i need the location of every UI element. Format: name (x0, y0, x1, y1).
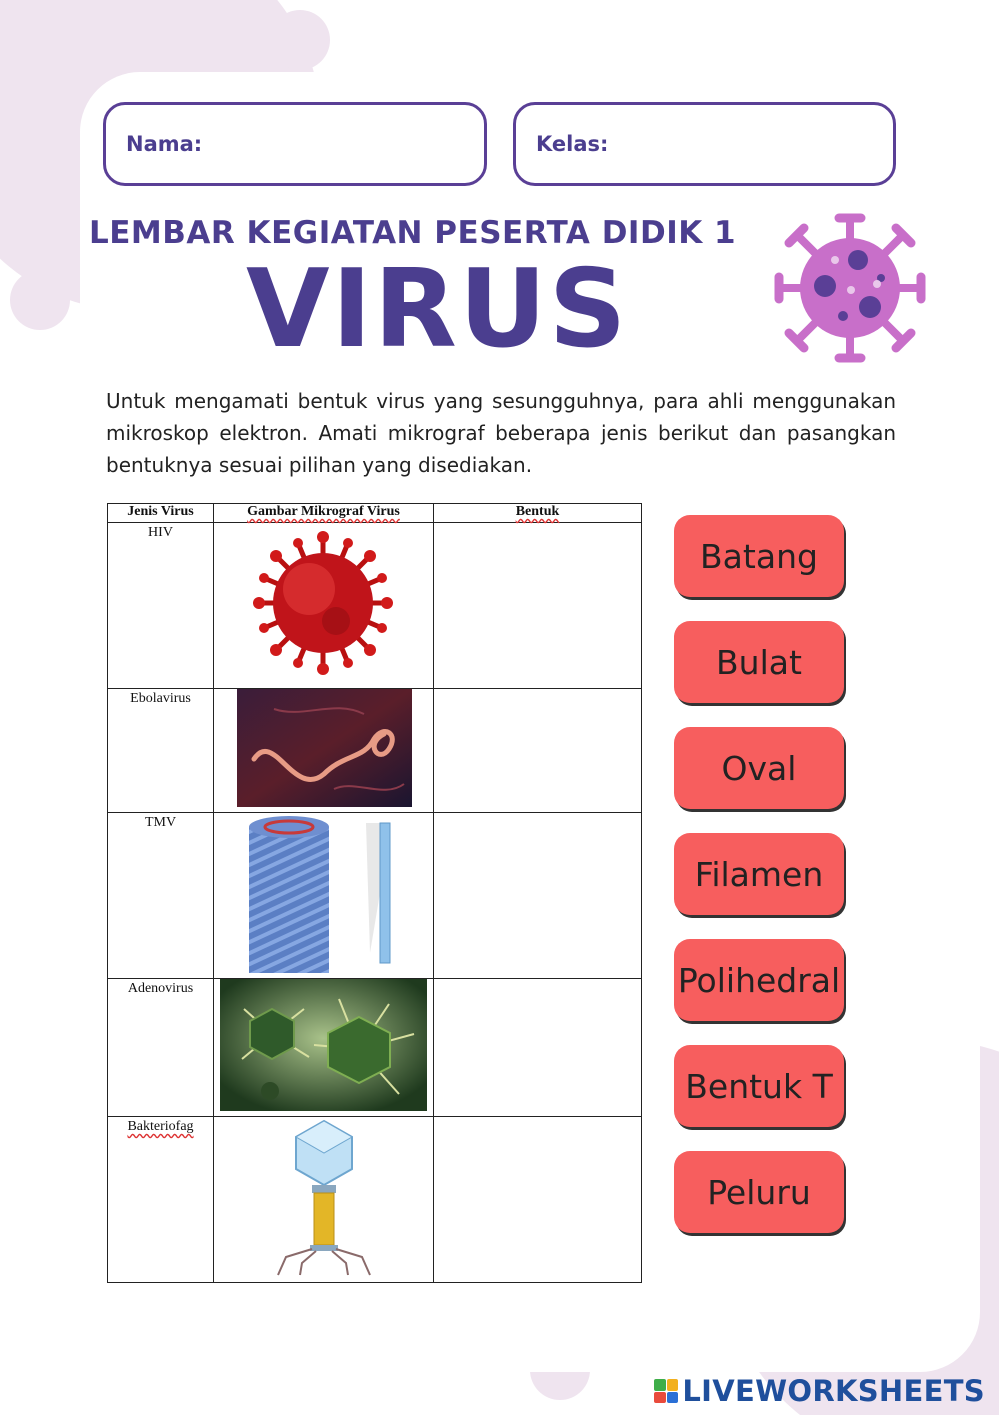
virus-name: TMV (144, 815, 177, 830)
shape-answer-cell[interactable] (434, 979, 642, 1117)
name-input[interactable] (212, 123, 466, 165)
shape-answer-cell[interactable] (434, 1117, 642, 1283)
instructions-text: Untuk mengamati bentuk virus yang sesungguhnya, para ahli menggunakan mikroskop elektron. Amati mikrograf beberapa jenis berikut dan pasangkan bentuknya sesuai pilihan yang disediakan. (106, 389, 896, 477)
option-filamen[interactable]: Filamen (674, 833, 844, 915)
table-row (108, 689, 642, 813)
shape-answer-cell[interactable] (434, 813, 642, 979)
header-shape-label: Bentuk (515, 504, 560, 519)
micrograph-cell (214, 523, 434, 689)
drop-zone[interactable] (438, 527, 637, 684)
drop-zone[interactable] (438, 817, 637, 974)
micrograph-cell (214, 689, 434, 813)
option-peluru[interactable]: Peluru (674, 1151, 844, 1233)
virus-name: Ebolavirus (130, 691, 191, 706)
virus-name-cell (108, 523, 214, 689)
liveworksheets-brand[interactable] (654, 1374, 985, 1408)
shape-answer-cell[interactable] (434, 689, 642, 813)
virus-name-cell (108, 1117, 214, 1283)
drop-zone[interactable] (438, 693, 637, 808)
virus-name-cell (108, 813, 214, 979)
table-row (108, 523, 642, 689)
virus-icon (773, 212, 927, 364)
header-shape (434, 504, 642, 523)
virus-name: HIV (148, 525, 173, 540)
drop-zone[interactable] (438, 983, 637, 1112)
liveworksheets-logo-icon (654, 1379, 678, 1403)
name-label: Nama: (126, 132, 203, 156)
name-field-box (103, 102, 487, 186)
bacteriophage-micrograph-image (214, 1117, 433, 1277)
micrograph-cell (214, 1117, 434, 1283)
micrograph-cell (214, 979, 434, 1117)
class-field-box (513, 102, 896, 186)
option-batang[interactable]: Batang (674, 515, 844, 597)
worksheet-title: VIRUS (246, 247, 629, 372)
table-header-row (108, 504, 642, 523)
virus-name: Bakteriofag (127, 1119, 194, 1134)
drop-zone[interactable] (438, 1121, 637, 1278)
virus-name: Adenovirus (127, 981, 194, 996)
table-row (108, 1117, 642, 1283)
virus-name-cell (108, 689, 214, 813)
header-micrograph (214, 504, 434, 523)
ebola-micrograph-image (214, 689, 433, 807)
class-label: Kelas: (536, 132, 609, 156)
class-input[interactable] (618, 123, 875, 165)
option-oval[interactable]: Oval (674, 727, 844, 809)
shape-answer-cell[interactable] (434, 523, 642, 689)
virus-name-cell (108, 979, 214, 1117)
table-row (108, 813, 642, 979)
option-bulat[interactable]: Bulat (674, 621, 844, 703)
brand-name: LIVEWORKSHEETS (682, 1374, 985, 1408)
adenovirus-micrograph-image (214, 979, 433, 1111)
header-micrograph-label: Gambar Mikrograf Virus (247, 504, 400, 519)
table-row (108, 979, 642, 1117)
header-virus-type: Jenis Virus (108, 504, 214, 523)
option-polihedral[interactable]: Polihedral (674, 939, 844, 1021)
hiv-micrograph-image (214, 523, 433, 683)
option-bentuk-t[interactable]: Bentuk T (674, 1045, 844, 1127)
micrograph-cell (214, 813, 434, 979)
virus-table (107, 503, 642, 1283)
worksheet-subtitle: LEMBAR KEGIATAN PESERTA DIDIK 1 (89, 215, 737, 251)
tmv-micrograph-image (214, 813, 433, 973)
